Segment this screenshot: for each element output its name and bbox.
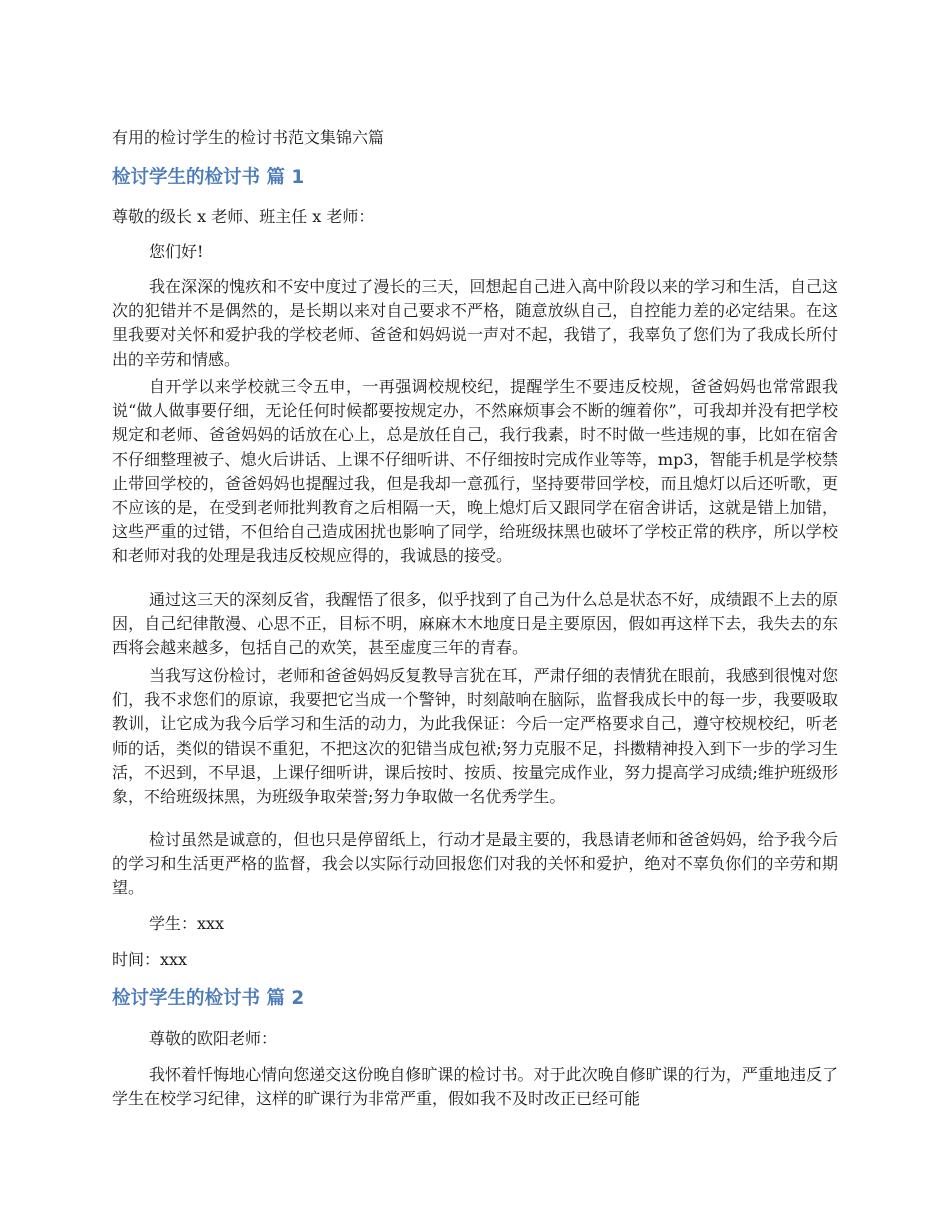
- section-1-heading: 检讨学生的检讨书 篇 1: [112, 167, 305, 188]
- section-1-time: 时间：xxx: [112, 950, 188, 969]
- section-1-paragraph: 检讨虽然是诚意的，但也只是停留纸上，行动才是最主要的，我恳请老师和爸爸妈妈，给予我今后的学习和生活更严格的监督，我会以实际行动回报您们对我的关怀和爱护，绝对不辜负你们的辛劳和期望。: [112, 830, 838, 898]
- document-title: 有用的检讨学生的检讨书范文集锦六篇: [112, 128, 385, 147]
- section-1-salutation: 尊敬的级长 x 老师、班主任 x 老师：: [112, 207, 375, 226]
- section-1-paragraph: 我在深深的愧疚和不安中度过了漫长的三天，回想起自己进入高中阶段以来的学习和生活，自己这次的犯错并不是偶然的，是长期以来对自己要求不严格，随意放纵自己，自控能力差的必定结果。在这里我要对关怀和爱护我的学校老师、爸爸和妈妈说一声对不起，我错了，我辜负了您们为了我成长所付出的辛劳和情感。: [112, 277, 838, 369]
- section-1-paragraph: 自开学以来学校就三令五申，一再强调校规校纪，提醒学生不要违反校规，爸爸妈妈也常常跟我说“做人做事要仔细，无论任何时候都要按规定办，不然麻烦事会不断的缠着你”，可我却并没有把学校规定和老师、爸爸妈妈的话放在心上，总是放任自己，我行我素，时不时做一些违规的事，比如在宿舍不仔细整理被子、熄火后讲话、上课不仔细听讲、不仔细按时完成作业等等，mp3，智能手机是学校禁止带回学校的，爸爸妈妈也提醒过我，但是我却一意孤行，坚持要带回学校，而且熄灯以后还听歌，更不应该的是，在受到老师批判教育之后相隔一天，晚上熄灯后又跟同学在宿舍讲话，这就是错上加错，这些严重的过错，不但给自己造成困扰也影响了同学，给班级抹黑也破坏了学校正常的秩序，所以学校和老师对我的处理是我违反校规应得的，我诚恳的接受。: [112, 377, 838, 566]
- section-1-paragraph: 通过这三天的深刻反省，我醒悟了很多，似乎找到了自己为什么总是状态不好，成绩跟不上去的原因，自己纪律散漫、心思不正，目标不明，麻麻木木地度日是主要原因，假如再这样下去，我失去的东西将会越来越多，包括自己的欢笑，甚至虚度三年的青春。: [112, 590, 838, 658]
- section-1-greeting: 您们好!: [149, 242, 204, 261]
- section-2-heading: 检讨学生的检讨书 篇 2: [112, 988, 305, 1009]
- section-2-salutation: 尊敬的欧阳老师：: [149, 1029, 278, 1048]
- section-2-paragraph: 我怀着忏悔地心情向您递交这份晚自修旷课的检讨书。对于此次晚自修旷课的行为，严重地违反了学生在校学习纪律，这样的旷课行为非常严重，假如我不及时改正已经可能: [112, 1065, 838, 1109]
- section-1-paragraph: 当我写这份检讨，老师和爸爸妈妈反复教导言犹在耳，严肃仔细的表情犹在眼前，我感到很愧对您们，我不求您们的原谅，我要把它当成一个警钟，时刻敲响在脑际，监督我成长中的每一步，我要吸取教训，让它成为我今后学习和生活的动力，为此我保证：今后一定严格要求自己，遵守校规校纪，听老师的话，类似的错误不重犯，不把这次的犯错当成包袱;努力克服不足，抖擞精神投入到下一步的学习生活，不迟到，不早退，上课仔细听讲，课后按时、按质、按量完成作业，努力提高学习成绩;维护班级形象，不给班级抹黑，为班级争取荣誉;努力争取做一名优秀学生。: [112, 666, 838, 807]
- section-1-signature: 学生：xxx: [149, 914, 225, 933]
